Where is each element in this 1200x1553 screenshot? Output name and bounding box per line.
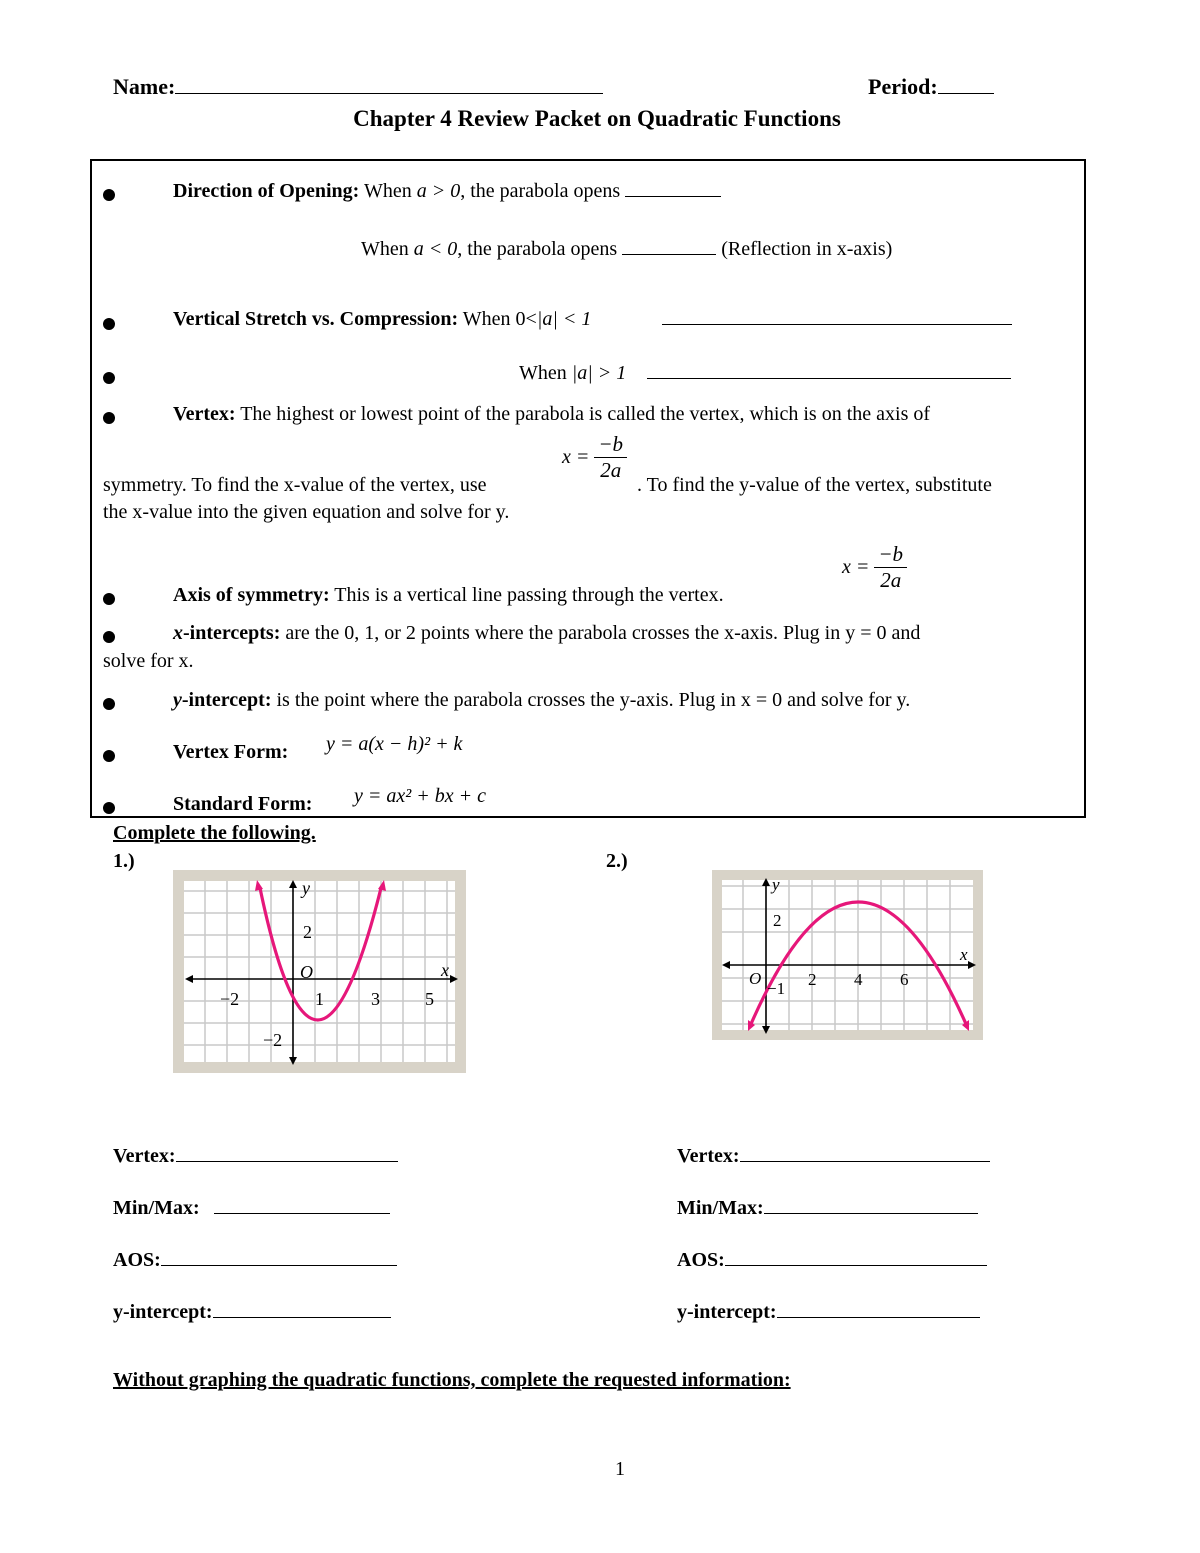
yint-label-var: y (173, 689, 182, 711)
field-label: y-intercept: (677, 1301, 777, 1323)
graph-2-y-tick-label: 2 (773, 911, 782, 930)
graph-2-origin-label: O (749, 969, 762, 988)
problem-2-minmax-field[interactable] (677, 1197, 978, 1220)
graph-1-y-tick-label: 2 (303, 922, 312, 942)
reflection-note: (Reflection in x-axis) (721, 238, 893, 260)
bullet-dot (103, 412, 115, 424)
problem-1-yint-field[interactable] (113, 1301, 391, 1324)
name-field[interactable] (113, 74, 603, 100)
stretch-blank-1-wrap (662, 308, 1012, 331)
graph-2 (712, 870, 983, 1040)
direction-blank-2[interactable] (622, 253, 716, 255)
yint-row (173, 689, 910, 712)
answer-blank[interactable] (176, 1160, 398, 1162)
graph-1-origin-label: O (300, 962, 313, 982)
problem-2-yint-field[interactable] (677, 1301, 980, 1324)
bullet-dot (103, 631, 115, 643)
stretch-blank-1[interactable] (662, 323, 1012, 325)
problem-1-aos-field[interactable] (113, 1249, 397, 1272)
xint-text-2: solve for x. (103, 650, 194, 672)
xint-text: are the 0, 1, or 2 points where the parabola crosses the x-axis. Plug in y = 0 and (285, 622, 921, 644)
bullet-dot (103, 189, 115, 201)
field-label: Min/Max: (113, 1197, 200, 1219)
stretch-row-2 (519, 362, 626, 385)
bullet-dot (103, 318, 115, 330)
direction-when-2: When (361, 238, 409, 260)
xint-label-var: x (173, 622, 183, 644)
graph-2-x-tick-label: 2 (808, 970, 817, 989)
period-label: Period: (868, 74, 938, 99)
aos-text: This is a vertical line passing through the vertex. (334, 584, 724, 606)
vertex-label: Vertex: (173, 403, 236, 425)
xint-row-1 (173, 622, 920, 645)
aos-label: Axis of symmetry: (173, 584, 330, 606)
aos-formula-numerator: −b (874, 542, 907, 568)
name-blank[interactable] (175, 92, 603, 94)
name-label: Name: (113, 74, 176, 99)
vertex-text-2b: . To find the y-value of the vertex, substitute (637, 474, 992, 496)
vertex-row-2a (103, 474, 487, 497)
vertex-text-3: the x-value into the given equation and solve for y. (103, 501, 510, 523)
standard-form-label: Standard Form: (173, 793, 313, 815)
page-number: 1 (615, 1458, 625, 1480)
vertex-formula-denominator: 2a (600, 458, 622, 482)
direction-blank-1[interactable] (625, 195, 721, 197)
stretch-label: Vertical Stretch vs. Compression: (173, 308, 459, 330)
stretch-when-2: When (519, 362, 567, 384)
yint-text: is the point where the parabola crosses the y-axis. Plug in x = 0 and solve for y. (276, 689, 911, 711)
vertex-formula-numerator: −b (594, 432, 627, 458)
graph-1-plot-area (184, 881, 455, 1062)
stretch-condition-1: |a| < 1 (536, 308, 592, 330)
aos-formula-fraction (874, 542, 907, 593)
graph-1 (173, 870, 466, 1073)
xint-label: -intercepts: (183, 622, 281, 644)
stretch-blank-2-wrap (647, 362, 1011, 385)
problem-2-number: 2.) (606, 850, 628, 872)
direction-row-2 (361, 238, 892, 261)
vertex-row-3 (103, 501, 509, 524)
graph-2-x-tick-label: 4 (854, 970, 863, 989)
bullet-dot (103, 372, 115, 384)
graph-2-y-axis-label: y (772, 875, 780, 894)
field-label: Vertex: (113, 1145, 176, 1167)
answer-blank[interactable] (740, 1160, 990, 1162)
field-label: AOS: (113, 1249, 161, 1271)
graph-1-x-tick-label: 1 (315, 989, 324, 1009)
aos-formula (842, 542, 907, 593)
answer-blank[interactable] (161, 1264, 397, 1266)
problem-1-minmax-field[interactable] (113, 1197, 390, 1220)
field-label: Min/Max: (677, 1197, 764, 1219)
aos-formula-denominator: 2a (880, 568, 902, 592)
bullet-dot (103, 750, 115, 762)
problem-1-vertex-field[interactable] (113, 1145, 398, 1168)
period-blank[interactable] (938, 92, 994, 94)
graph-1-x-axis-label: x (441, 960, 449, 980)
bullet-dot (103, 698, 115, 710)
bullet-dot (103, 802, 115, 814)
vertex-row-2b (637, 474, 992, 497)
problem-2-vertex-field[interactable] (677, 1145, 990, 1168)
vertex-row-1 (173, 403, 930, 426)
stretch-when-1: When 0< (462, 308, 537, 330)
vertex-formula-lhs: x = (562, 446, 590, 468)
vertex-form-row (173, 741, 288, 764)
answer-blank[interactable] (764, 1212, 978, 1214)
vertex-text-2a: symmetry. To find the x-value of the vertex, use (103, 474, 487, 496)
problem-1-number: 1.) (113, 850, 135, 872)
graph-2-x-tick-label: 6 (900, 970, 909, 989)
without-graphing-heading: Without graphing the quadratic functions, complete the requested information: (113, 1369, 791, 1391)
vertex-text-1: The highest or lowest point of the parabola is called the vertex, which is on the axis of (240, 403, 931, 425)
graph-1-x-tick-label: 3 (371, 989, 380, 1009)
stretch-row-1 (173, 308, 591, 331)
vertex-form-label: Vertex Form: (173, 741, 289, 763)
field-label: AOS: (677, 1249, 725, 1271)
answer-blank[interactable] (777, 1316, 980, 1318)
direction-row-1 (173, 180, 721, 203)
xint-row-2 (103, 650, 194, 673)
vertex-formula-fraction (594, 432, 627, 483)
aos-row (173, 584, 724, 607)
aos-formula-lhs: x = (842, 556, 870, 578)
period-field[interactable] (868, 74, 994, 100)
answer-blank[interactable] (213, 1316, 391, 1318)
direction-text-2: , the parabola opens (457, 238, 618, 260)
yint-label: -intercept: (181, 689, 272, 711)
bullet-dot (103, 593, 115, 605)
direction-condition-1: a > 0 (416, 180, 461, 202)
stretch-blank-2[interactable] (647, 377, 1011, 379)
answer-blank[interactable] (214, 1212, 390, 1214)
standard-form-formula: y = ax² + bx + c (354, 785, 486, 807)
answer-blank[interactable] (725, 1264, 987, 1266)
graph-1-y-axis-label: y (302, 878, 310, 898)
problem-2-aos-field[interactable] (677, 1249, 987, 1272)
direction-condition-2: a < 0 (413, 238, 458, 260)
graph-1-y-tick-label: −2 (263, 1030, 283, 1050)
field-label: Vertex: (677, 1145, 740, 1167)
complete-heading: Complete the following. (113, 822, 316, 844)
standard-form-row (173, 793, 312, 816)
vertex-form-formula: y = a(x − h)² + k (326, 733, 463, 755)
vertex-formula (562, 432, 627, 483)
page-title: Chapter 4 Review Packet on Quadratic Functions (353, 106, 841, 131)
graph-1-x-tick-label: 5 (425, 989, 434, 1009)
graph-2-x-axis-label: x (960, 945, 968, 964)
direction-when-1: When (363, 180, 412, 202)
graph-1-x-tick-label: −2 (220, 989, 240, 1009)
graph-2-y-tick-label: −1 (767, 979, 786, 998)
field-label: y-intercept: (113, 1301, 213, 1323)
direction-label: Direction of Opening: (173, 180, 360, 202)
direction-text-1: , the parabola opens (460, 180, 621, 202)
stretch-condition-2: |a| > 1 (571, 362, 627, 384)
